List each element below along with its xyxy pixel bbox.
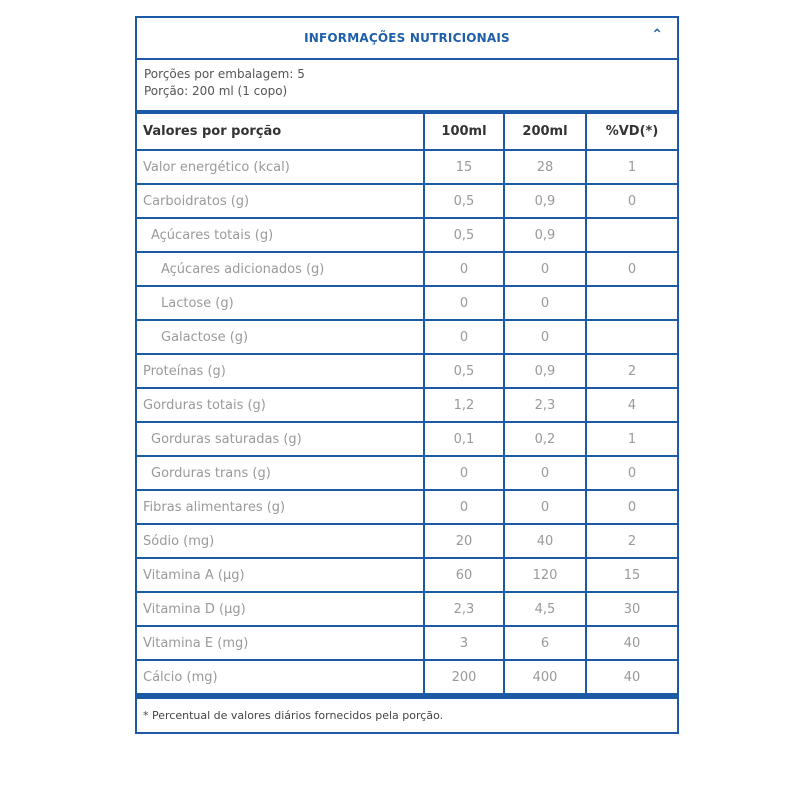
- table-row: [137, 422, 677, 456]
- value-vd: 30: [586, 592, 677, 626]
- value-200ml: 400: [504, 660, 586, 694]
- table-row: [137, 456, 677, 490]
- nutrient-label: Galactose (g): [137, 320, 424, 354]
- value-vd: 1: [586, 150, 677, 184]
- value-vd: 2: [586, 524, 677, 558]
- value-vd: 0: [586, 456, 677, 490]
- value-100ml: 0: [424, 456, 504, 490]
- panel-header[interactable]: [137, 18, 677, 60]
- value-200ml: 6: [504, 626, 586, 660]
- value-vd: 0: [586, 490, 677, 524]
- value-200ml: 0,2: [504, 422, 586, 456]
- table-row: [137, 592, 677, 626]
- value-vd: 40: [586, 626, 677, 660]
- nutrient-label: Valor energético (kcal): [137, 150, 424, 184]
- footnote: * Percentual de valores diários fornecidos pela porção.: [137, 695, 677, 732]
- table-row: [137, 150, 677, 184]
- table-row: [137, 660, 677, 694]
- value-100ml: 0,5: [424, 354, 504, 388]
- table-row: [137, 218, 677, 252]
- value-200ml: 0: [504, 456, 586, 490]
- nutrient-label: Vitamina E (mg): [137, 626, 424, 660]
- value-100ml: 0,1: [424, 422, 504, 456]
- table-header-row: [137, 114, 677, 150]
- table-row: [137, 184, 677, 218]
- value-vd: 40: [586, 660, 677, 694]
- table-row: [137, 354, 677, 388]
- nutrient-label: Sódio (mg): [137, 524, 424, 558]
- value-vd: 1: [586, 422, 677, 456]
- value-100ml: 20: [424, 524, 504, 558]
- value-100ml: 0: [424, 490, 504, 524]
- value-200ml: 28: [504, 150, 586, 184]
- table-row: [137, 320, 677, 354]
- value-200ml: 0: [504, 490, 586, 524]
- value-200ml: 0: [504, 320, 586, 354]
- nutrient-label: Carboidratos (g): [137, 184, 424, 218]
- value-vd: [586, 286, 677, 320]
- table-row: [137, 252, 677, 286]
- value-100ml: 15: [424, 150, 504, 184]
- nutrient-label: Cálcio (mg): [137, 660, 424, 694]
- value-200ml: 40: [504, 524, 586, 558]
- value-100ml: 200: [424, 660, 504, 694]
- table-row: [137, 558, 677, 592]
- value-vd: [586, 218, 677, 252]
- value-100ml: 3: [424, 626, 504, 660]
- nutrient-label: Lactose (g): [137, 286, 424, 320]
- serving-info: [137, 60, 677, 114]
- nutrient-label: Açúcares adicionados (g): [137, 252, 424, 286]
- nutrient-label: Gorduras saturadas (g): [137, 422, 424, 456]
- value-100ml: 1,2: [424, 388, 504, 422]
- column-header: Valores por porção: [137, 114, 424, 150]
- value-100ml: 0: [424, 252, 504, 286]
- value-vd: 0: [586, 184, 677, 218]
- portion-size: Porção: 200 ml (1 copo): [144, 84, 288, 98]
- value-100ml: 60: [424, 558, 504, 592]
- value-100ml: 0: [424, 320, 504, 354]
- nutrient-label: Vitamina A (µg): [137, 558, 424, 592]
- value-100ml: 0: [424, 286, 504, 320]
- value-100ml: 2,3: [424, 592, 504, 626]
- nutrient-label: Gorduras trans (g): [137, 456, 424, 490]
- nutrient-label: Proteínas (g): [137, 354, 424, 388]
- panel-title: INFORMAÇÕES NUTRICIONAIS: [304, 31, 510, 45]
- nutrient-label: Vitamina D (µg): [137, 592, 424, 626]
- table-row: [137, 490, 677, 524]
- value-200ml: 120: [504, 558, 586, 592]
- value-100ml: 0,5: [424, 184, 504, 218]
- nutrient-label: Açúcares totais (g): [137, 218, 424, 252]
- value-200ml: 0: [504, 252, 586, 286]
- table-row: [137, 524, 677, 558]
- table-row: [137, 286, 677, 320]
- value-200ml: 4,5: [504, 592, 586, 626]
- column-header: %VD(*): [586, 114, 677, 150]
- table-row: [137, 388, 677, 422]
- value-100ml: 0,5: [424, 218, 504, 252]
- value-vd: [586, 320, 677, 354]
- value-200ml: 2,3: [504, 388, 586, 422]
- nutrient-label: Fibras alimentares (g): [137, 490, 424, 524]
- nutrient-label: Gorduras totais (g): [137, 388, 424, 422]
- nutrition-panel: [135, 16, 679, 734]
- value-200ml: 0: [504, 286, 586, 320]
- value-vd: 4: [586, 388, 677, 422]
- value-200ml: 0,9: [504, 218, 586, 252]
- value-200ml: 0,9: [504, 184, 586, 218]
- value-vd: 15: [586, 558, 677, 592]
- value-vd: 0: [586, 252, 677, 286]
- value-200ml: 0,9: [504, 354, 586, 388]
- value-vd: 2: [586, 354, 677, 388]
- column-header: 100ml: [424, 114, 504, 150]
- table-row: [137, 626, 677, 660]
- column-header: 200ml: [504, 114, 586, 150]
- nutrition-table: [137, 114, 677, 695]
- chevron-up-icon[interactable]: ⌃: [651, 27, 663, 43]
- servings-per-package: Porções por embalagem: 5: [144, 67, 305, 81]
